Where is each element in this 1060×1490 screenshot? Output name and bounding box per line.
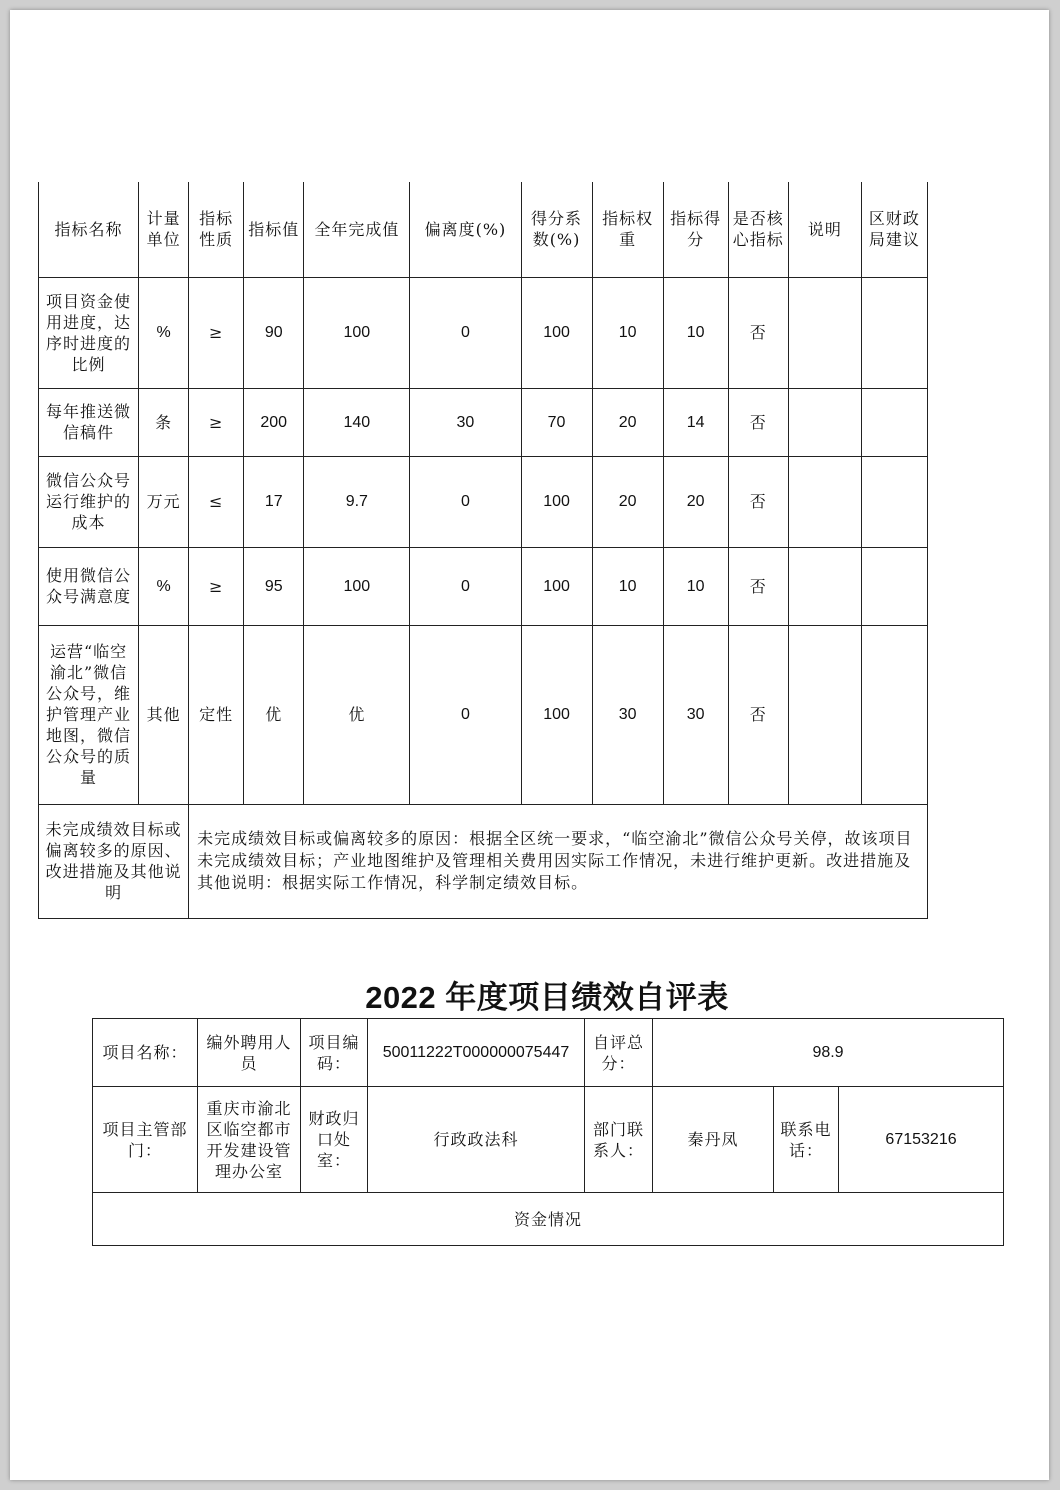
dept: 重庆市渝北区临空都市开发建设管理办公室: [198, 1087, 301, 1193]
score: 30: [663, 625, 728, 804]
nature: ≤: [189, 456, 244, 547]
core-flag: 否: [728, 625, 788, 804]
nature: ≥: [189, 388, 244, 456]
header-target: 指标值: [244, 182, 304, 277]
note: [788, 547, 861, 625]
actual-value: 100: [304, 277, 410, 388]
advice: [861, 456, 927, 547]
indicator-name: 每年推送微信稿件: [39, 388, 139, 456]
unit: 条: [139, 388, 189, 456]
table-row: [39, 547, 928, 625]
project-code-label: 项目编码：: [301, 1019, 368, 1087]
header-note: 说明: [788, 182, 861, 277]
advice: [861, 277, 927, 388]
core-flag: 否: [728, 547, 788, 625]
table-row: [39, 625, 928, 804]
project-code: 50011222T000000075447: [368, 1019, 585, 1087]
finance-office: 行政政法科: [368, 1087, 585, 1193]
actual-value: 9.7: [304, 456, 410, 547]
header-weight: 指标权重: [592, 182, 663, 277]
finance-office-label: 财政归口处室：: [301, 1087, 368, 1193]
coefficient: 100: [521, 547, 592, 625]
header-score: 指标得分: [663, 182, 728, 277]
weight: 10: [592, 547, 663, 625]
contact-label: 部门联系人：: [585, 1087, 653, 1193]
table-row: [39, 388, 928, 456]
score: 20: [663, 456, 728, 547]
total-score: 98.9: [653, 1019, 1004, 1087]
score: 10: [663, 547, 728, 625]
nature: ≥: [189, 547, 244, 625]
deviation: 0: [410, 277, 521, 388]
advice: [861, 388, 927, 456]
table-header-row: [39, 182, 928, 277]
actual-value: 140: [304, 388, 410, 456]
core-flag: 否: [728, 277, 788, 388]
unit: %: [139, 277, 189, 388]
target-value: 95: [244, 547, 304, 625]
unit: %: [139, 547, 189, 625]
unit: 万元: [139, 456, 189, 547]
score: 14: [663, 388, 728, 456]
advice: [861, 625, 927, 804]
indicator-name: 使用微信公众号满意度: [39, 547, 139, 625]
core-flag: 否: [728, 388, 788, 456]
footer-label: 未完成绩效目标或偏离较多的原因、改进措施及其他说明: [39, 804, 189, 918]
section-title: 2022 年度项目绩效自评表: [365, 980, 729, 1015]
nature: ≥: [189, 277, 244, 388]
phone-label: 联系电话：: [774, 1087, 839, 1193]
header-advice: 区财政局建议: [861, 182, 927, 277]
header-core: 是否核心指标: [728, 182, 788, 277]
project-name: 编外聘用人员: [198, 1019, 301, 1087]
target-value: 200: [244, 388, 304, 456]
project-name-label: 项目名称：: [93, 1019, 198, 1087]
funding-label: 资金情况: [93, 1193, 1004, 1246]
header-nature: 指标性质: [189, 182, 244, 277]
weight: 20: [592, 388, 663, 456]
note: [788, 388, 861, 456]
coefficient: 100: [521, 277, 592, 388]
target-value: 17: [244, 456, 304, 547]
header-unit: 计量单位: [139, 182, 189, 277]
total-score-label: 自评总分：: [585, 1019, 653, 1087]
core-flag: 否: [728, 456, 788, 547]
weight: 10: [592, 277, 663, 388]
deviation: 30: [410, 388, 521, 456]
target-value: 优: [244, 625, 304, 804]
footer-row: [39, 804, 928, 918]
info-row: [93, 1087, 1004, 1193]
score: 10: [663, 277, 728, 388]
footer-explanation: 未完成绩效目标或偏离较多的原因：根据全区统一要求，“临空渝北”微信公众号关停，故该项目未完成绩效目标；产业地图维护及管理相关费用因实际工作情况，未进行维护更新。改进措施及其他说明：根据实际工作情况，科学制定绩效目标。: [189, 804, 928, 918]
weight: 20: [592, 456, 663, 547]
header-indicator-name: 指标名称: [39, 182, 139, 277]
coefficient: 100: [521, 456, 592, 547]
project-info-table: [92, 1018, 1004, 1246]
advice: [861, 547, 927, 625]
coefficient: 70: [521, 388, 592, 456]
coefficient: 100: [521, 625, 592, 804]
target-value: 90: [244, 277, 304, 388]
indicator-name: 项目资金使用进度，达序时进度的比例: [39, 277, 139, 388]
weight: 30: [592, 625, 663, 804]
contact: 秦丹凤: [653, 1087, 774, 1193]
dept-label: 项目主管部门：: [93, 1087, 198, 1193]
deviation: 0: [410, 547, 521, 625]
header-actual: 全年完成值: [304, 182, 410, 277]
header-deviation: 偏离度(%): [410, 182, 521, 277]
table-row: [39, 456, 928, 547]
deviation: 0: [410, 456, 521, 547]
info-row: [93, 1019, 1004, 1087]
indicator-name: 微信公众号运行维护的成本: [39, 456, 139, 547]
header-coefficient: 得分系数(%): [521, 182, 592, 277]
table-row: [39, 277, 928, 388]
note: [788, 277, 861, 388]
note: [788, 625, 861, 804]
deviation: 0: [410, 625, 521, 804]
unit: 其他: [139, 625, 189, 804]
phone: 67153216: [839, 1087, 1004, 1193]
indicator-table: [38, 182, 928, 919]
actual-value: 优: [304, 625, 410, 804]
indicator-name: 运营“临空渝北”微信公众号，维护管理产业地图，微信公众号的质量: [39, 625, 139, 804]
note: [788, 456, 861, 547]
actual-value: 100: [304, 547, 410, 625]
funding-row: [93, 1193, 1004, 1246]
nature: 定性: [189, 625, 244, 804]
